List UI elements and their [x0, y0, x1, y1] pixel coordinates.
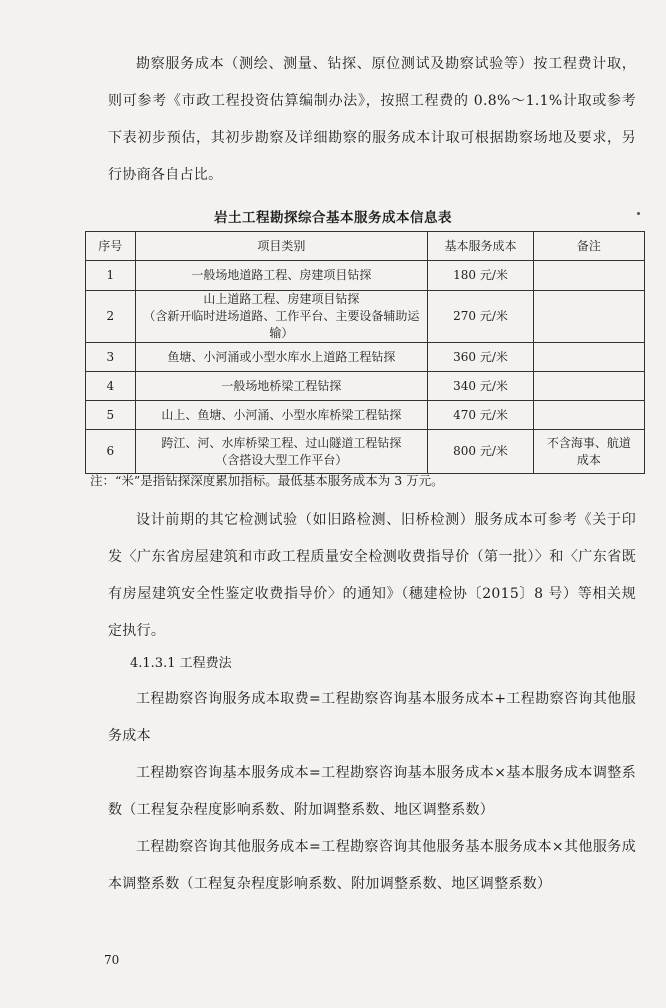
header-category: 项目类别 [135, 232, 428, 261]
header-cost: 基本服务成本 [428, 232, 533, 261]
header-note: 备注 [533, 232, 644, 261]
row-cost: 180 元/米 [428, 261, 533, 291]
row-note [533, 372, 644, 401]
intro-paragraph: 勘察服务成本（测绘、测量、钻探、原位测试及勘察试验等）按工程费计取，则可参考《市政工程投资估算编制办法》，按照工程费的 0.8%～1.1%计取或参考下表初步预估，其初步勘察及详细勘察的服务成本计取可根据勘察场地及要求，另行协商各自占比。 [108, 56, 636, 183]
row-category: 一般场地桥梁工程钻探 [135, 372, 428, 401]
row-note [533, 291, 644, 343]
row-cost: 470 元/米 [428, 401, 533, 430]
formula-paragraph: 工程勘察咨询基本服务成本=工程勘察咨询基本服务成本×基本服务成本调整系数（工程复杂程度影响系数、附加调整系数、地区调整系数） [108, 765, 636, 818]
row-cost: 800 元/米 [428, 430, 533, 474]
table-row [86, 372, 645, 401]
row-number: 2 [86, 291, 136, 343]
row-number: 1 [86, 261, 136, 291]
table-header-row [86, 232, 645, 261]
row-number: 5 [86, 401, 136, 430]
row-number: 4 [86, 372, 136, 401]
row-category: 山上、鱼塘、小河涌、小型水库桥梁工程钻探 [135, 401, 428, 430]
row-cost: 360 元/米 [428, 343, 533, 372]
row-note [533, 343, 644, 372]
row-note [533, 401, 644, 430]
cost-table [85, 231, 645, 474]
table-body [86, 261, 645, 474]
page-number: 70 [104, 953, 120, 967]
row-category: 跨江、河、水库桥梁工程、过山隧道工程钻探 （含搭设大型工作平台） [135, 430, 428, 474]
table-row [86, 430, 645, 474]
row-category: 一般场地道路工程、房建项目钻探 [135, 261, 428, 291]
row-number: 3 [86, 343, 136, 372]
row-cost: 270 元/米 [428, 291, 533, 343]
formula-paragraph: 工程勘察咨询其他服务成本=工程勘察咨询其他服务基本服务成本×其他服务成本调整系数（工程复杂程度影响系数、附加调整系数、地区调整系数） [108, 839, 636, 892]
table-caption: 岩土工程勘探综合基本服务成本信息表 [214, 210, 452, 226]
row-cost: 340 元/米 [428, 372, 533, 401]
table-row [86, 261, 645, 291]
row-number: 6 [86, 430, 136, 474]
table-footnote: 注：“米”是指钻探深度累加指标。最低基本服务成本为 3 万元。 [90, 473, 444, 488]
header-no: 序号 [86, 232, 136, 261]
section-heading: 4.1.3.1 工程费法 [130, 656, 232, 671]
scan-speck [637, 212, 640, 215]
formula-paragraph: 工程勘察咨询服务成本取费=工程勘察咨询基本服务成本+工程勘察咨询其他服务成本 [108, 691, 636, 744]
row-note: 不含海事、航道 成本 [533, 430, 644, 474]
row-category: 鱼塘、小河涌或小型水库水上道路工程钻探 [135, 343, 428, 372]
table-row [86, 343, 645, 372]
row-note [533, 261, 644, 291]
table-row [86, 401, 645, 430]
table-row [86, 291, 645, 343]
reference-paragraph: 设计前期的其它检测试验（如旧路检测、旧桥检测）服务成本可参考《关于印发〈广东省房屋建筑和市政工程质量安全检测收费指导价（第一批）〉和〈广东省既有房屋建筑安全性鉴定收费指导价〉的通知》（穗建检协〔2015〕8 号）等相关规定执行。 [108, 512, 636, 639]
row-category: 山上道路工程、房建项目钻探 （含新开临时进场道路、工作平台、主要设备辅助运输） [135, 291, 428, 343]
